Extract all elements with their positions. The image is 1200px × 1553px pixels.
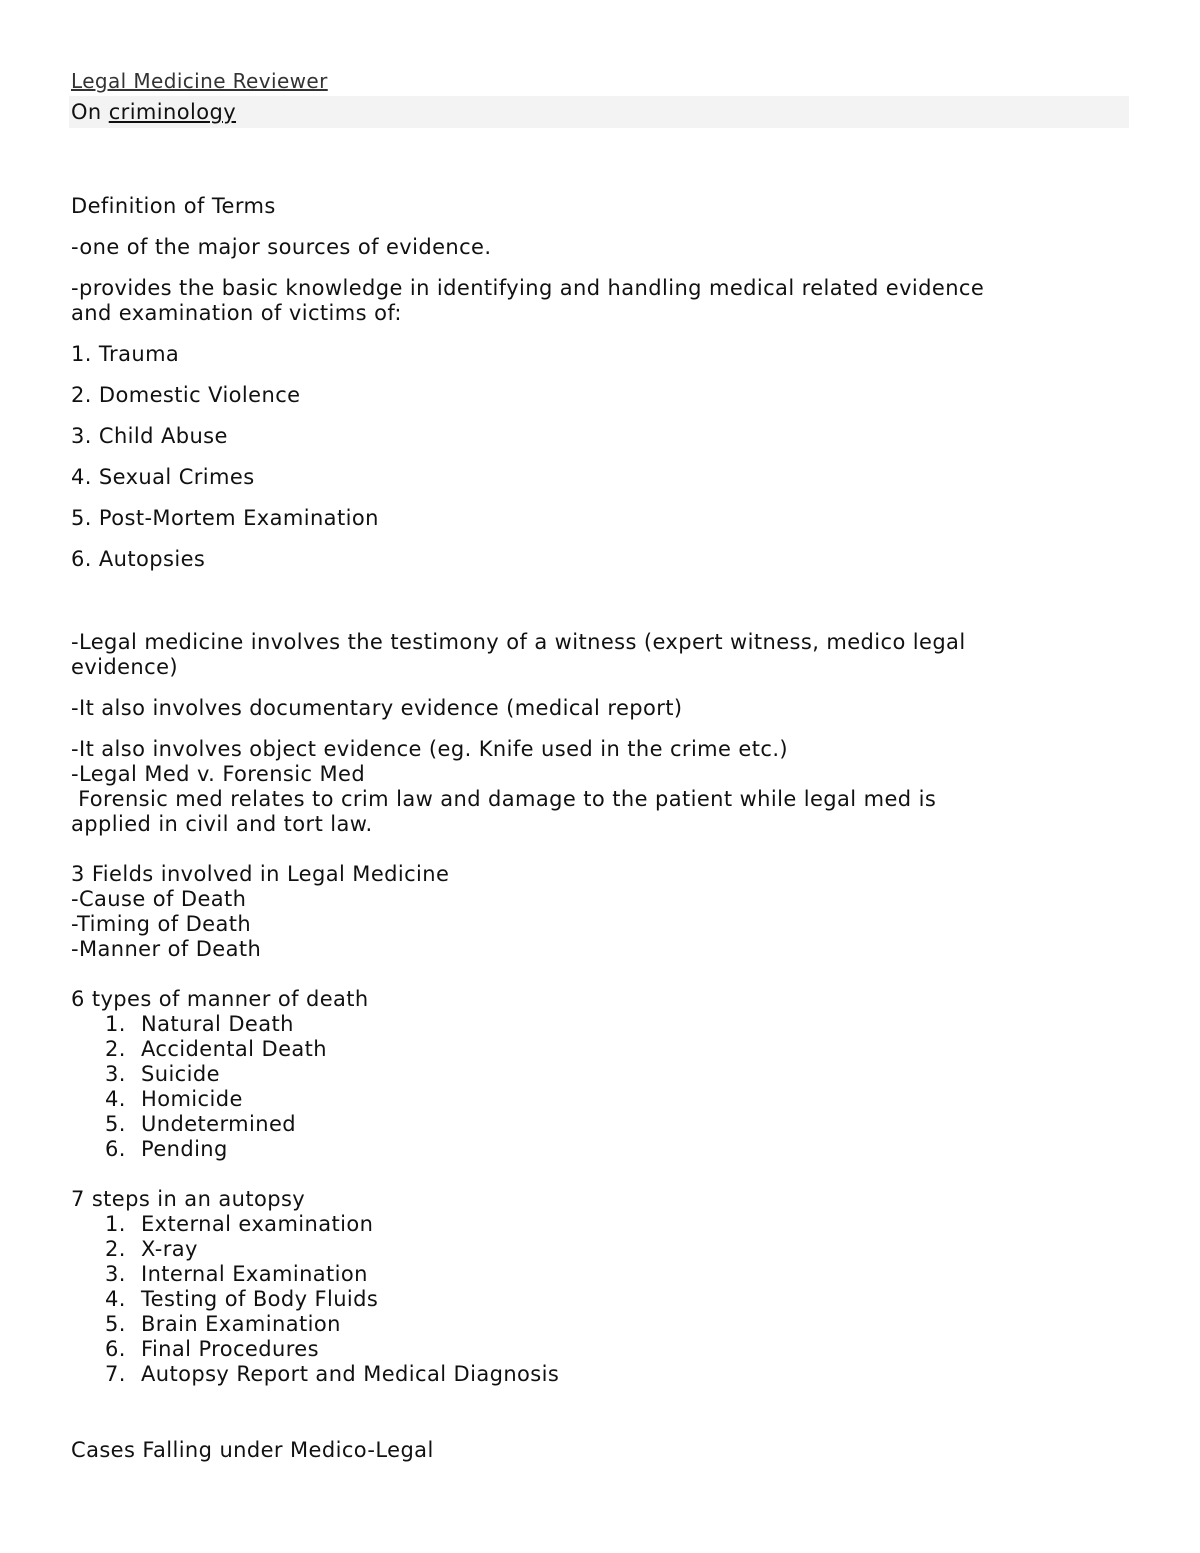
autopsy-steps-list [71,1212,1131,1387]
paragraph: and examination of victims of: [71,301,402,325]
section-heading-autopsy: 7 steps in an autopsy [71,1187,306,1211]
list-text: External examination [141,1212,374,1236]
list-text: Homicide [141,1087,243,1111]
subtitle-prefix: On [71,100,109,124]
list-item [71,1037,1131,1062]
list-item: 5. Post-Mortem Examination [71,506,379,530]
section-heading-fields: 3 Fields involved in Legal Medicine [71,862,450,886]
list-number: 1. [105,1212,126,1236]
list-number: 6. [105,1337,126,1361]
list-number: 4. [105,1087,126,1111]
list-text: X-ray [141,1237,198,1261]
list-number: 2. [105,1237,126,1261]
list-item: 3. Child Abuse [71,424,228,448]
paragraph: Forensic med relates to crim law and damage to the patient while legal med is [71,787,937,811]
list-item [71,1287,1131,1312]
paragraph: applied in civil and tort law. [71,812,373,836]
list-number: 3. [105,1262,126,1286]
section-heading-definition: Definition of Terms [71,194,276,218]
list-item [71,1137,1131,1162]
list-text: Autopsy Report and Medical Diagnosis [141,1362,560,1386]
list-text: Final Procedures [141,1337,319,1361]
list-item [71,1262,1131,1287]
list-number: 7. [105,1362,126,1386]
paragraph: -It also involves object evidence (eg. Knife used in the crime etc.) [71,737,789,761]
list-item: -Cause of Death [71,887,247,911]
list-text: Brain Examination [141,1312,341,1336]
list-number: 4. [105,1287,126,1311]
manner-of-death-list [71,1012,1131,1162]
list-item: 1. Trauma [71,342,180,366]
subtitle-link[interactable]: criminology [108,100,237,124]
list-number: 5. [105,1312,126,1336]
section-heading-manner: 6 types of manner of death [71,987,369,1011]
list-text: Testing of Body Fluids [141,1287,379,1311]
list-text: Natural Death [141,1012,294,1036]
list-item [71,1112,1131,1137]
document-title-link[interactable]: Legal Medicine Reviewer [71,69,328,93]
paragraph: evidence) [71,655,179,679]
list-number: 3. [105,1062,126,1086]
paragraph: -It also involves documentary evidence (medical report) [71,696,683,720]
list-item: -Timing of Death [71,912,252,936]
list-text: Suicide [141,1062,220,1086]
list-item [71,1237,1131,1262]
list-number: 1. [105,1012,126,1036]
list-text: Internal Examination [141,1262,368,1286]
list-number: 6. [105,1137,126,1161]
list-item [71,1212,1131,1237]
list-item [71,1362,1131,1387]
list-item [71,1062,1131,1087]
paragraph: -Legal Med v. Forensic Med [71,762,366,786]
section-heading-cases: Cases Falling under Medico-Legal [71,1438,434,1462]
list-text: Undetermined [141,1112,296,1136]
list-text: Pending [141,1137,228,1161]
list-item [71,1012,1131,1037]
document-subtitle [69,96,1129,128]
list-text: Accidental Death [141,1037,327,1061]
paragraph: -provides the basic knowledge in identifying and handling medical related evidence [71,276,985,300]
list-item: 2. Domestic Violence [71,383,301,407]
document-page [71,68,1131,1463]
list-item [71,1087,1131,1112]
list-item: 4. Sexual Crimes [71,465,255,489]
list-item [71,1337,1131,1362]
paragraph: -one of the major sources of evidence. [71,235,492,259]
list-number: 5. [105,1112,126,1136]
list-item: -Manner of Death [71,937,262,961]
paragraph: -Legal medicine involves the testimony of a witness (expert witness, medico legal [71,630,966,654]
list-number: 2. [105,1037,126,1061]
list-item: 6. Autopsies [71,547,206,571]
list-item [71,1312,1131,1337]
